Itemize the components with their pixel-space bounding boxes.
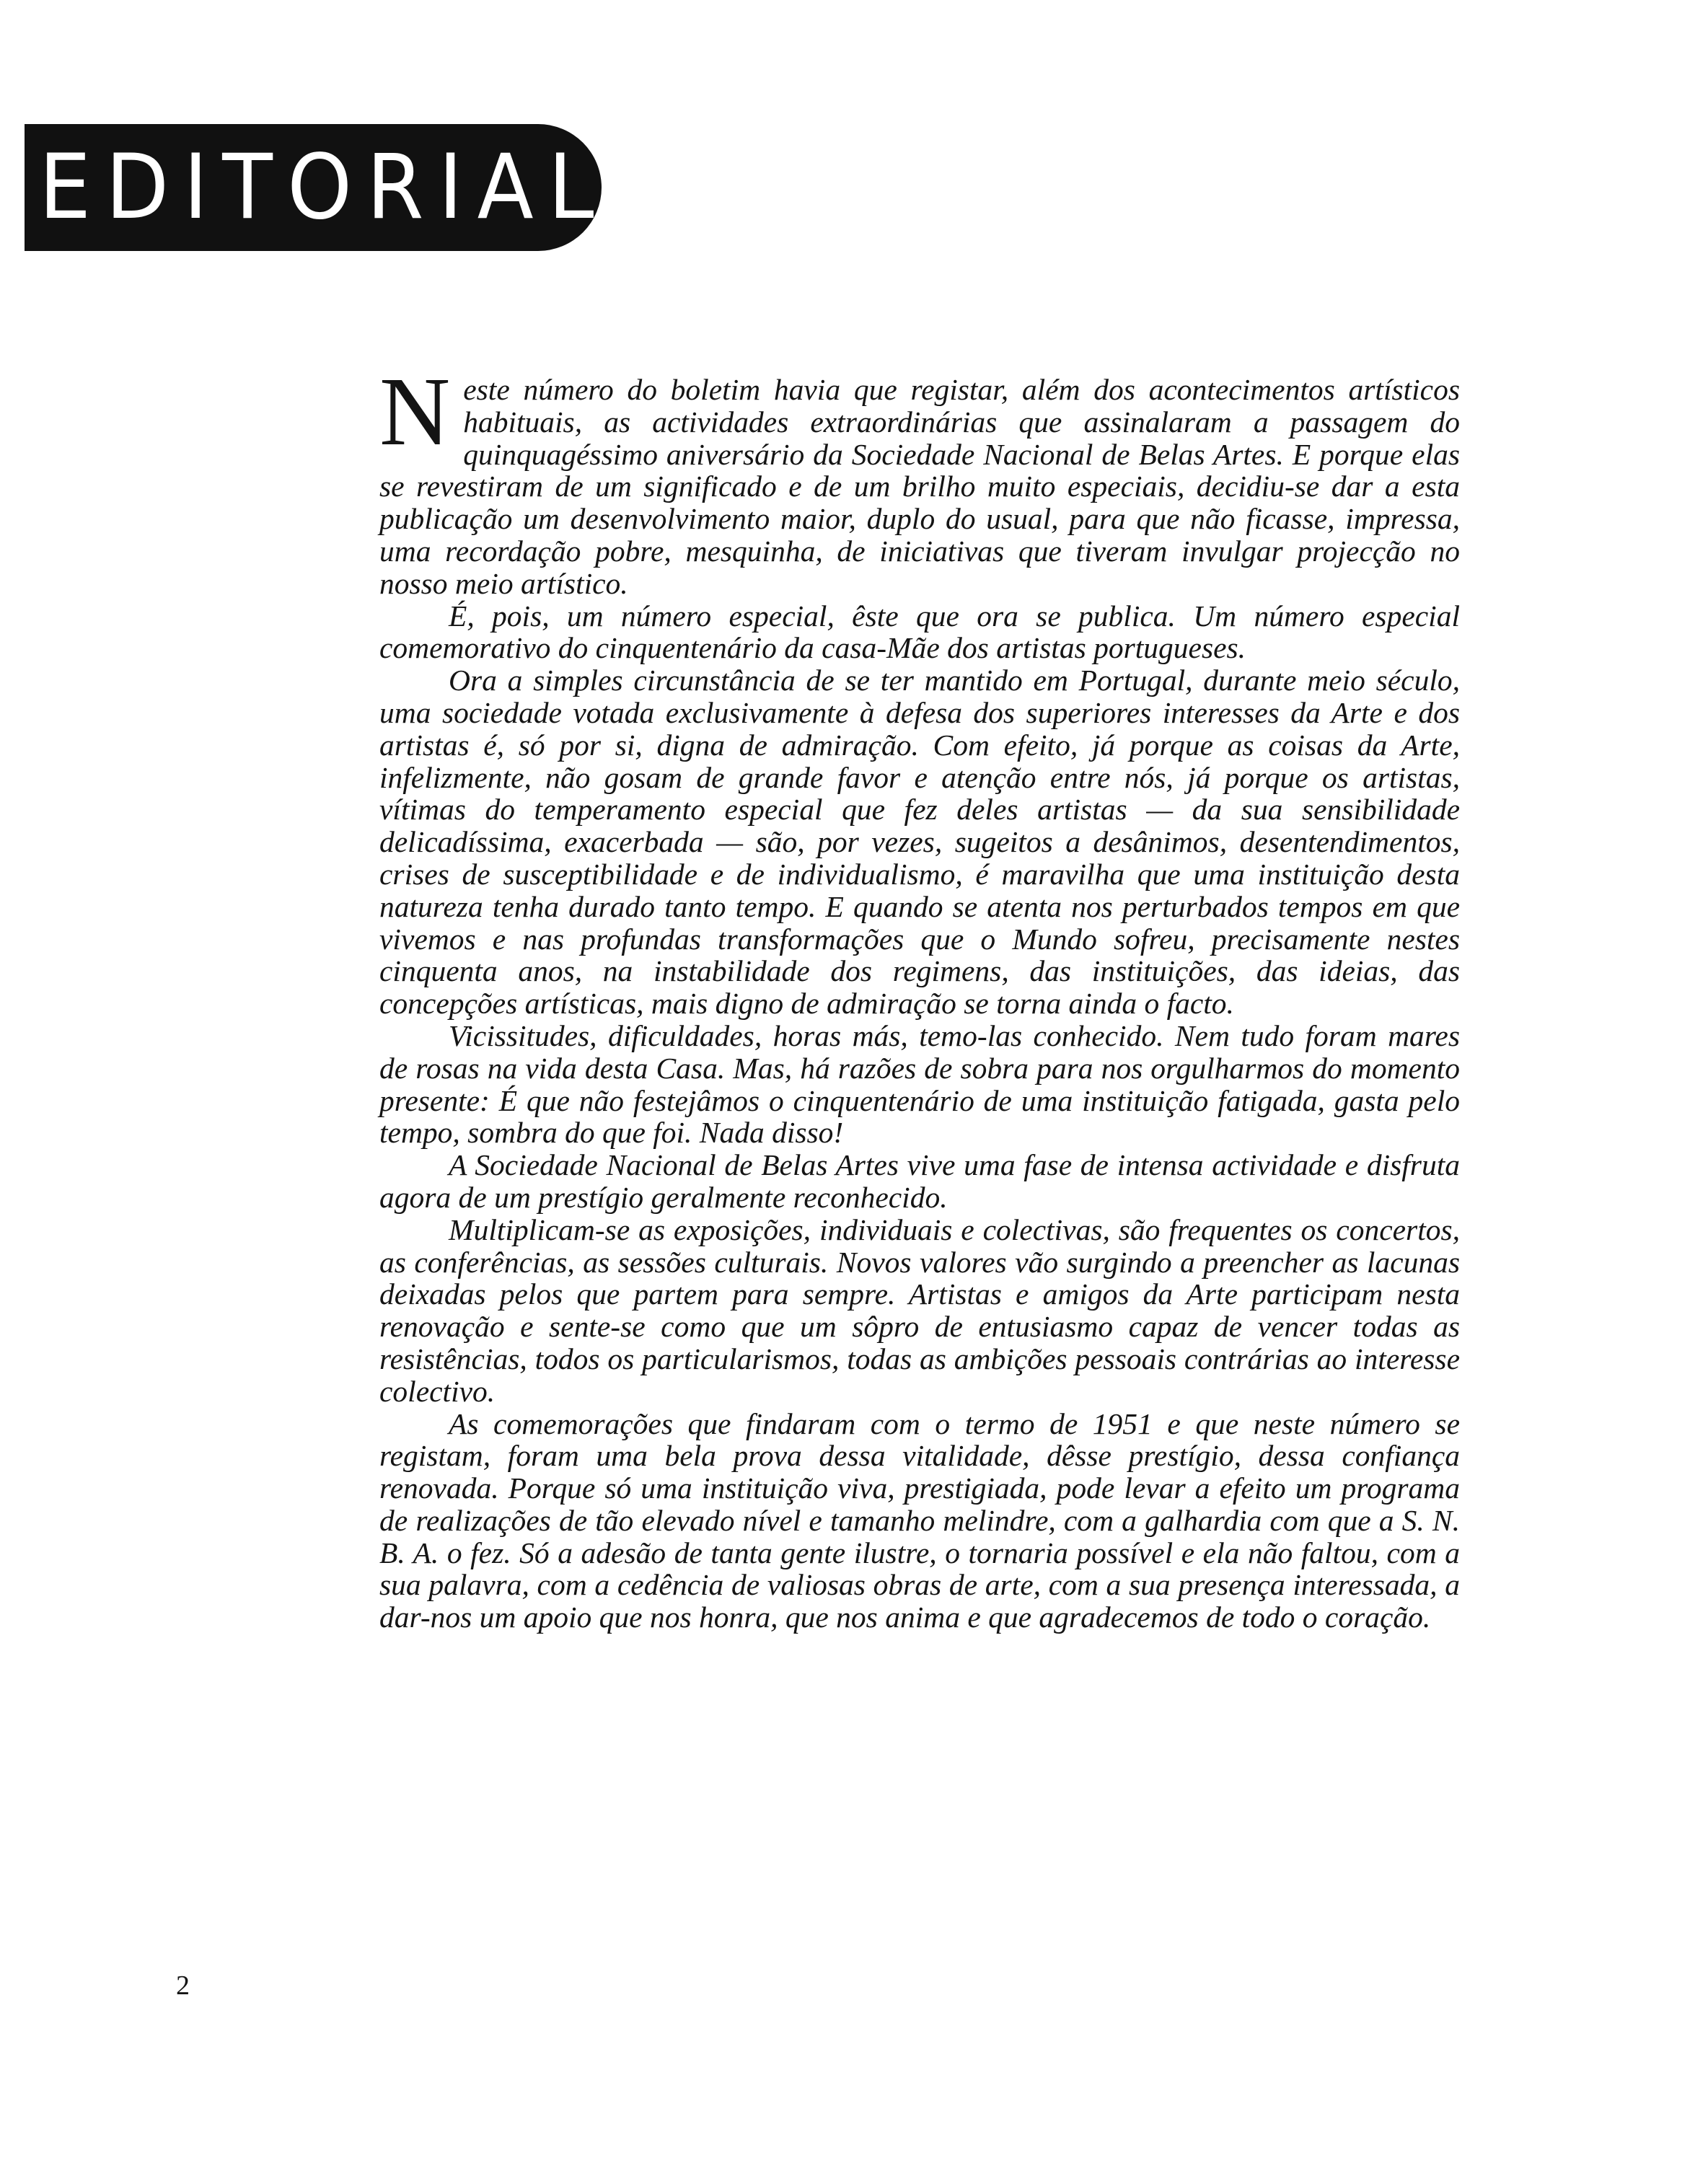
article-paragraph: A Sociedade Nacional de Belas Artes vive uma fase de intensa actividade e disfruta agora de um prestígio geralmente reconhecido. xyxy=(379,1148,1460,1214)
editorial-banner xyxy=(25,124,609,251)
article-paragraph: Vicissitudes, dificuldades, horas más, temo-las conhecido. Nem tudo foram mares de rosas na vida desta Casa. Mas, há razões de sobra para nos orgulharmos do momento presente: É que não festejâmos o cinquentenário de uma instituição fatigada, gasta pelo tempo, sombra do que foi. Nada disso! xyxy=(379,1018,1460,1150)
article-paragraph: Multiplicam-se as exposições, individuais e colectivas, são frequentes os concertos, as conferências, as sessões culturais. Novos valores vão surgindo a preencher as lacunas deixadas pelos que partem para sempre. Artistas e amigos da Arte participam nesta renovação e sente-se como que um sôpro de entusiasmo capaz de vencer todas as resistências, todos os particularismos, todas as ambições pessoais contrárias ao interesse colectivo. xyxy=(379,1212,1460,1408)
article-paragraph: Ora a simples circunstância de se ter mantido em Portugal, durante meio século, uma sociedade votada exclusivamente à defesa dos superiores interesses da Arte e dos artistas é, só por si, digna de admiração. Com efeito, já porque as coisas da Arte, infelizmente, não gosam de grande favor e atenção entre nós, já porque os artistas, vítimas do temperamento especial que fez deles artistas — da sua sensibilidade delicadíssima, exacerbada — são, por vezes, sugeitos a desânimos, desentendimentos, crises de susceptibilidade e de individualismo, é maravilha que uma instituição desta natureza tenha durado tanto tempo. E quando se atenta nos perturbados tempos em que vivemos e nas profundas transformações que o Mundo sofreu, precisamente nestes cinquenta anos, na instabilidade dos regimens, das instituições, das ideias, das concepções artísticas, mais digno de admiração se torna ainda o facto. xyxy=(379,664,1460,1021)
page-title: EDITORIAL xyxy=(39,136,609,239)
editorial-article xyxy=(379,358,1460,1634)
page-number: 2 xyxy=(176,1970,190,2001)
article-paragraph: É, pois, um número especial, êste que ora se publica. Um número especial comemorativo do cinquentenário da casa-Mãe dos artistas portugueses. xyxy=(379,599,1460,665)
article-paragraph xyxy=(379,358,1460,600)
article-paragraph-text: este número do boletim havia que registar, além dos acontecimentos artísticos habituais, as actividades extraordinárias que assinalaram a passagem do quinquagéssimo aniversário da Sociedade Nacional de Belas Artes. E porque elas se revestiram de um significado e de um brilho muito especiais, decidiu-se dar a esta publicação um desenvolvimento maior, duplo do usual, para que não ficasse, impressa, uma recordação pobre, mesquinha, de iniciativas que tiveram invulgar projecção no nosso meio artístico. xyxy=(379,373,1460,600)
drop-cap: N xyxy=(379,358,451,466)
article-paragraph: As comemorações que findaram com o termo de 1951 e que neste número se registam, foram uma bela prova dessa vitalidade, dêsse prestígio, dessa confiança renovada. Porque só uma instituição viva, prestigiada, pode levar a efeito um programa de realizações de tão elevado nível e tamanho melindre, com a galhardia com que a S. N. B. A. o fez. Só a adesão de tanta gente ilustre, o tornaria possível e ela não faltou, com a sua palavra, com a cedência de valiosas obras de arte, com a sua presença interessada, a dar-nos um apoio que nos honra, que nos anima e que agradecemos de todo o coração. xyxy=(379,1406,1460,1634)
